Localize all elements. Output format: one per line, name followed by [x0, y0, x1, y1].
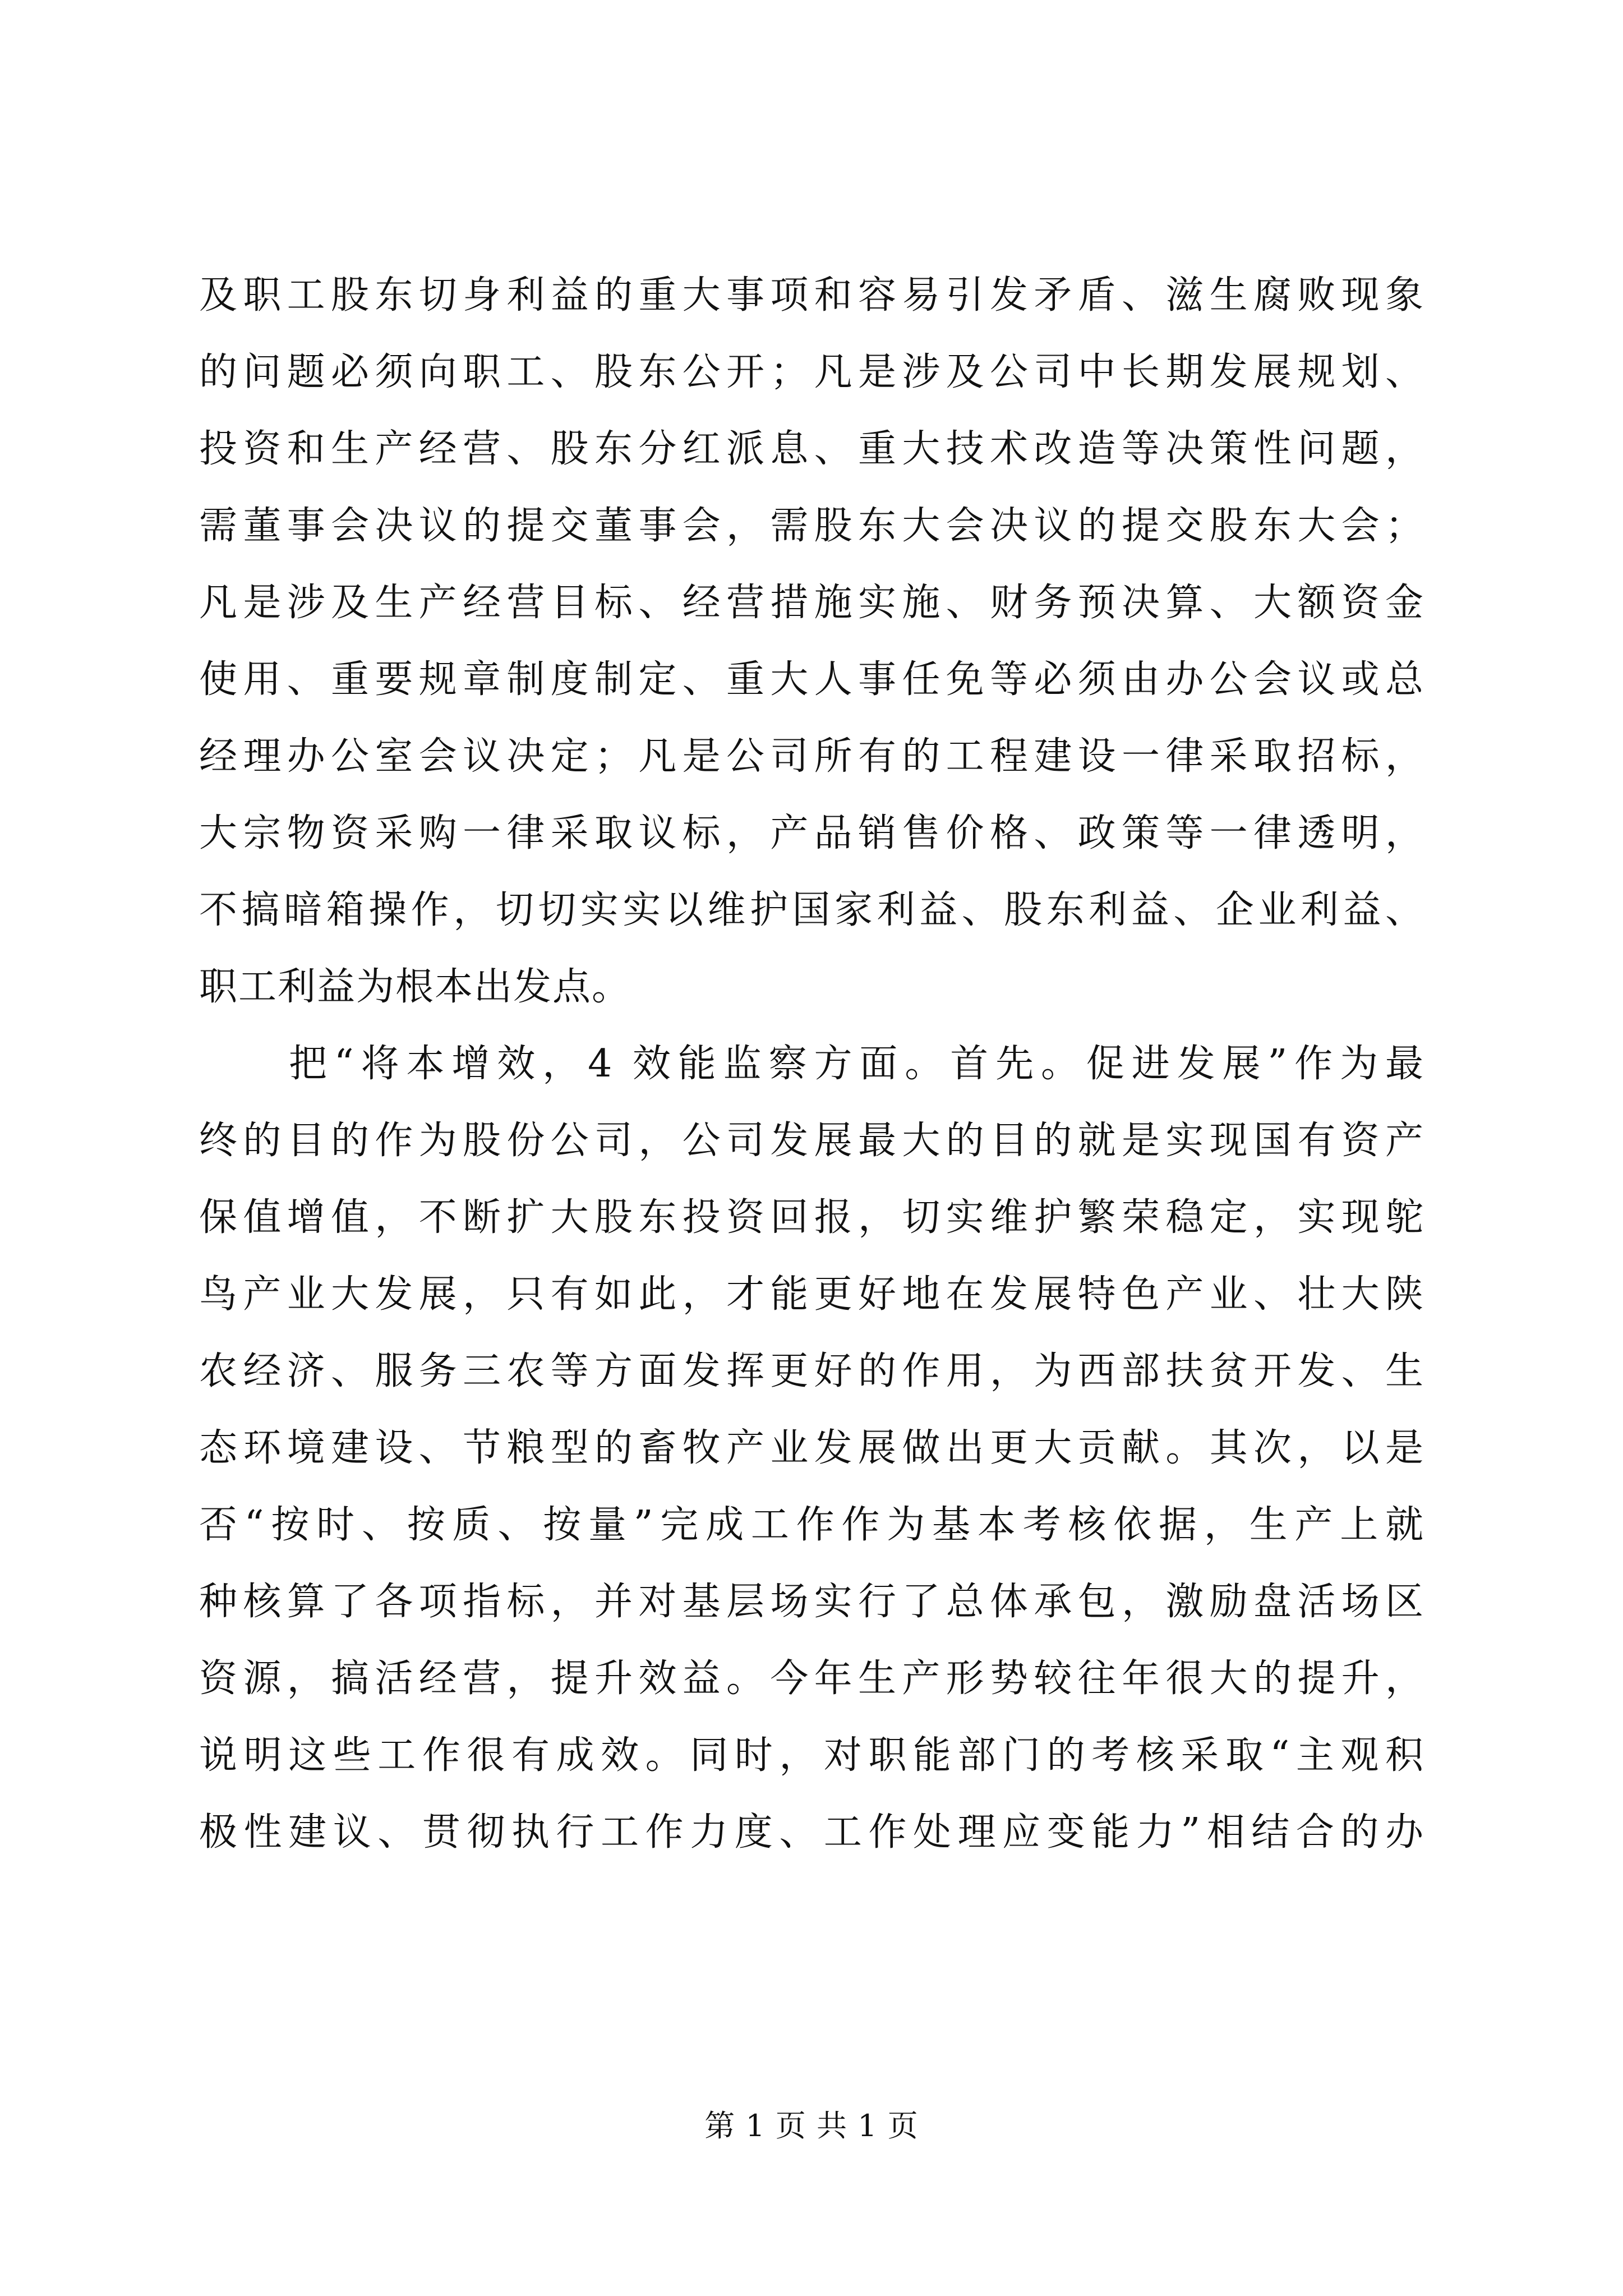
text-line: 不搞暗箱操作，切切实实以维护国家利益、股东利益、企业利益、 [199, 888, 1424, 932]
text-line: 投资和生产经营、股东分红派息、重大技术改造等决策性问题， [199, 427, 1424, 471]
text-line: 态环境建设、节粮型的畜牧产业发展做出更大贡献。其次，以是 [199, 1426, 1424, 1470]
text-line: 需董事会决议的提交董事会，需股东大会决议的提交股东大会； [199, 504, 1424, 548]
page-footer [0, 2106, 1623, 2146]
text-line: 经理办公室会议决定；凡是公司所有的工程建设一律采取招标， [199, 734, 1424, 779]
text-line: 说明这些工作很有成效。同时，对职能部门的考核采取“主观积 [199, 1733, 1424, 1778]
text-line: 把“将本增效，4 效能监察方面。首先。促进发展”作为最 [289, 1042, 1424, 1086]
text-line: 大宗物资采购一律采取议标，产品销售价格、政策等一律透明， [199, 811, 1424, 855]
paragraph-2 [199, 1025, 1424, 1871]
page-number-label: 第 1 页 共 1 页 [704, 2108, 919, 2143]
text-line: 的问题必须向职工、股东公开；凡是涉及公司中长期发展规划、 [199, 350, 1424, 394]
text-line: 极性建议、贯彻执行工作力度、工作处理应变能力”相结合的办 [199, 1810, 1424, 1855]
text-line: 保值增值，不断扩大股东投资回报，切实维护繁荣稳定，实现鸵 [199, 1195, 1424, 1240]
text-line: 种核算了各项指标，并对基层场实行了总体承包，激励盘活场区 [199, 1580, 1424, 1624]
text-line: 凡是涉及生产经营目标、经营措施实施、财务预决算、大额资金 [199, 581, 1424, 625]
text-line: 否“按时、按质、按量”完成工作作为基本考核依据，生产上就 [199, 1503, 1424, 1547]
text-line: 鸟产业大发展，只有如此，才能更好地在发展特色产业、壮大陕 [199, 1272, 1424, 1317]
text-line: 农经济、服务三农等方面发挥更好的作用，为西部扶贫开发、生 [199, 1349, 1424, 1393]
text-line: 职工利益为根本出发点。 [199, 965, 631, 1009]
text-line: 及职工股东切身利益的重大事项和容易引发矛盾、滋生腐败现象 [199, 273, 1424, 318]
paragraph-1 [199, 257, 1424, 1025]
text-line: 资源，搞活经营，提升效益。今年生产形势较往年很大的提升， [199, 1657, 1424, 1701]
text-line: 终的目的作为股份公司，公司发展最大的目的就是实现国有资产 [199, 1119, 1424, 1163]
text-line: 使用、重要规章制度制定、重大人事任免等必须由办公会议或总 [199, 657, 1424, 702]
document-body [199, 257, 1424, 1871]
